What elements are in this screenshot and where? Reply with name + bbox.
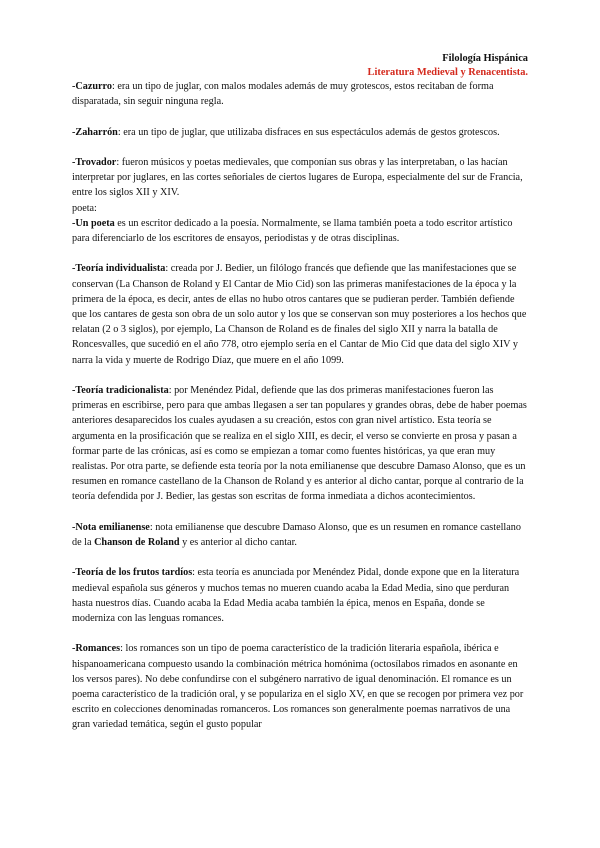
entry-text: es un escritor dedicado a la poesía. Normalmente, se llama también poeta a todo escritor artístico para diferenciarlo de los escritores de ensayos, periodistas y de otras disciplinas. [72,217,513,244]
entry-text: : creada por J. Bedier, un filólogo francés que defiende que las manifestaciones que se conservan (La Chanson de Roland y El Cantar de Mio Cid) son las primeras manifestaciones de la época y la primera de la época, es decir, antes de ellas no hubo otros cantares que se pudieran perder. También defiende que los cantares de gesta son obra de un solo autor y los que se conservan son muy posteriores a los hechos que relatan (2 o 3 siglos), por ejemplo, La Chanson de Roland es de finales del siglo XII y narra la batalla de Roncesvalles, que sucedió en el año 778, otro ejemplo sería en el Cantar de Mio Cid que data del siglo XIV y narra la vida y muerte de Rodrigo Díaz, que muere en el año 1099. [72,263,527,366]
subject-title: Filología Hispánica [442,53,528,64]
entry-text: : nota emilianense que descubre Damaso Alonso, que es un resumen en romance castellano de la [72,521,521,549]
entry-text: : los romances son un tipo de poema característico de la tradición literaria española, ibérica e hispanoamericana compuesto usando la combinación métrica homónima (octosílabos rimados en asonante en los versos pares). No debe confundirse con el subgénero narrativo de igual denominación. El romance es un poema característico de la tradición oral, y se populariza en el siglo XV, en que se recogen por primera vez por escrito en colecciones denominadas romanceros. Los romances son generalmente poemas narrativos de una gran variedad temática, según el gusto popular [72,643,524,731]
entry-term: -Trovador [72,156,117,168]
entry-term: -Teoría individualista [72,263,166,275]
entry-text: : fueron músicos y poetas medievales, que componían sus obras y las interpretaban, o las hacían interpretar por juglares, en las cortes señoriales de ciertos lugares de Europa, especialmente del sur de Francia, entre los siglos XII y XIV. [72,156,523,199]
entry-teoria-individualista [72,261,530,367]
page-header [368,52,528,80]
entry-term: -Teoría de los frutos tardíos [72,567,193,579]
entry-text-after: y es anterior al dicho cantar. [179,537,297,549]
entry-text: : por Menéndez Pidal, defiende que las dos primeras manifestaciones fueron las primeras en escribirse, pero para que ambas llegasen a ser tan populares y grandes obras, debe de haber poemas anteriores desaparecidos los cuales ayudasen a su creación, estos con gran nivel artístico. Esta teoría se argumenta en la prosificación que se realiza en el siglo XIII, es decir, el verso se convierte en prosa y pasan a formar parte de las crónicas, así es como se empiezan a tomar como fuentes históricas, ya que eran muy realistas. Por otra parte, se defiende esta teoría por la nota emilianense que descubre Damaso Alonso, que es un resumen en romance castellano de la Chanson de Roland y es anterior al dicho cantar, porque al contrario de la teoría defendida por J. Bedier, las gestas son escritas de forma inmediata a dichos acontecimientos. [72,385,527,503]
entry-term: -Nota emilianense [72,521,150,533]
course-title: Literatura Medieval y Renacentista. [367,67,528,78]
entry-frutos-tardios [72,565,530,626]
entry-text: : era un tipo de juglar, con malos modales además de muy grotescos, estos recitaban de forma disparatada, sin seguir ninguna regla. [72,81,494,108]
entry-text: : esta teoría es anunciada por Menéndez Pidal, donde expone que en la literatura medieval española sus géneros y muchos temas no mueren cuando acaba la Edad Media, sino que perduran hasta nuestros días. Cuando acaba la Edad Media acaba también la épica, menos en España, donde se moderniza con las lenguas romances. [72,567,520,625]
entry-trovador [72,155,530,216]
entry-nota-emilianense [72,520,530,550]
entry-term: -Zaharrón [72,126,118,138]
chanson-de-roland-title: Chanson de Roland [94,537,180,549]
entry-term: -Cazurro [72,81,112,92]
entry-poeta [72,216,530,246]
entry-term: -Un poeta [72,217,115,229]
entry-zaharron [72,125,530,140]
entry-cazurro [72,79,530,109]
entry-text: : era un tipo de juglar, que utilizaba disfraces en sus espectáculos además de gestos grotescos. [117,126,500,138]
poeta-label: poeta: [72,202,97,214]
entry-term: -Romances [72,643,121,655]
document-body [72,79,530,748]
entry-term: -Teoría tradicionalista [72,385,169,396]
entry-romances [72,641,530,732]
entry-teoria-tradicionalista [72,383,530,505]
